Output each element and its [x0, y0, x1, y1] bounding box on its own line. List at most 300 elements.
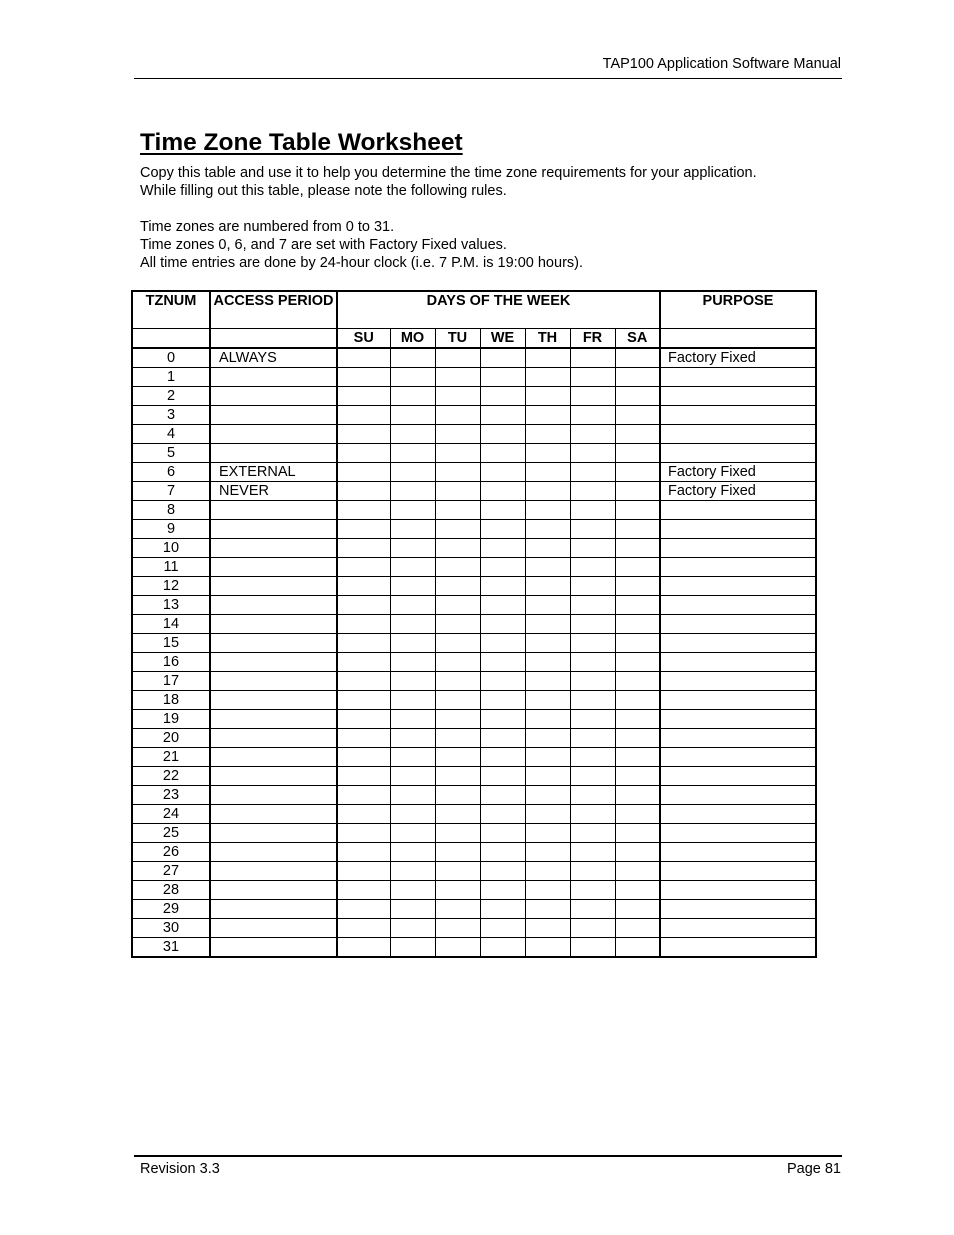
cell-day-mo	[390, 862, 435, 881]
cell-day-fr	[570, 348, 615, 368]
cell-purpose	[660, 425, 816, 444]
intro-line: While filling out this table, please note the following rules.	[140, 183, 507, 199]
cell-day-sa	[615, 520, 660, 539]
cell-day-th	[525, 938, 570, 958]
cell-day-su	[337, 843, 390, 862]
cell-day-sa	[615, 387, 660, 406]
cell-tznum: 11	[132, 558, 210, 577]
cell-day-we	[480, 653, 525, 672]
cell-day-tu	[435, 615, 480, 634]
cell-day-fr	[570, 577, 615, 596]
cell-day-fr	[570, 672, 615, 691]
cell-day-su	[337, 919, 390, 938]
cell-day-sa	[615, 539, 660, 558]
cell-day-fr	[570, 615, 615, 634]
cell-day-sa	[615, 672, 660, 691]
cell-day-mo	[390, 425, 435, 444]
table-row	[132, 577, 816, 596]
cell-day-tu	[435, 843, 480, 862]
cell-tznum: 1	[132, 368, 210, 387]
cell-day-fr	[570, 748, 615, 767]
cell-day-tu	[435, 862, 480, 881]
cell-day-su	[337, 786, 390, 805]
cell-day-tu	[435, 824, 480, 843]
cell-day-fr	[570, 805, 615, 824]
cell-day-we	[480, 672, 525, 691]
table-row	[132, 786, 816, 805]
cell-tznum: 12	[132, 577, 210, 596]
cell-day-we	[480, 862, 525, 881]
cell-day-tu	[435, 938, 480, 958]
cell-day-sa	[615, 748, 660, 767]
cell-day-we	[480, 425, 525, 444]
cell-day-tu	[435, 691, 480, 710]
cell-day-su	[337, 558, 390, 577]
cell-day-mo	[390, 615, 435, 634]
cell-day-th	[525, 767, 570, 786]
cell-day-we	[480, 387, 525, 406]
cell-day-sa	[615, 348, 660, 368]
cell-access-period	[210, 748, 337, 767]
cell-day-th	[525, 805, 570, 824]
cell-day-tu	[435, 501, 480, 520]
table-row	[132, 634, 816, 653]
table-row	[132, 938, 816, 958]
cell-day-th	[525, 824, 570, 843]
cell-day-mo	[390, 387, 435, 406]
table-body	[132, 348, 816, 957]
cell-day-sa	[615, 425, 660, 444]
cell-day-th	[525, 577, 570, 596]
cell-day-mo	[390, 501, 435, 520]
cell-day-sa	[615, 368, 660, 387]
cell-tznum: 31	[132, 938, 210, 958]
cell-day-we	[480, 748, 525, 767]
cell-day-sa	[615, 919, 660, 938]
cell-day-mo	[390, 482, 435, 501]
cell-day-mo	[390, 444, 435, 463]
cell-purpose	[660, 368, 816, 387]
intro-line: Copy this table and use it to help you determine the time zone requirements for your application.	[140, 165, 757, 181]
cell-day-su	[337, 824, 390, 843]
rule-line: Time zones 0, 6, and 7 are set with Factory Fixed values.	[140, 237, 507, 253]
cell-tznum: 13	[132, 596, 210, 615]
cell-day-fr	[570, 881, 615, 900]
cell-day-su	[337, 520, 390, 539]
cell-day-th	[525, 900, 570, 919]
cell-tznum: 22	[132, 767, 210, 786]
table-row	[132, 672, 816, 691]
table-row	[132, 387, 816, 406]
cell-day-fr	[570, 710, 615, 729]
cell-day-we	[480, 501, 525, 520]
cell-day-sa	[615, 938, 660, 958]
cell-day-th	[525, 615, 570, 634]
cell-day-th	[525, 482, 570, 501]
cell-access-period: EXTERNAL	[210, 463, 337, 482]
page-title: Time Zone Table Worksheet	[140, 129, 463, 156]
cell-day-we	[480, 539, 525, 558]
cell-purpose	[660, 444, 816, 463]
cell-day-th	[525, 634, 570, 653]
cell-day-fr	[570, 938, 615, 958]
cell-day-su	[337, 444, 390, 463]
cell-access-period	[210, 919, 337, 938]
cell-tznum: 0	[132, 348, 210, 368]
table-row	[132, 919, 816, 938]
cell-day-sa	[615, 824, 660, 843]
cell-day-mo	[390, 691, 435, 710]
cell-tznum: 28	[132, 881, 210, 900]
cell-day-th	[525, 520, 570, 539]
cell-day-sa	[615, 786, 660, 805]
cell-day-tu	[435, 482, 480, 501]
table-row	[132, 900, 816, 919]
cell-day-th	[525, 862, 570, 881]
cell-day-fr	[570, 596, 615, 615]
table-row	[132, 767, 816, 786]
cell-purpose: Factory Fixed	[660, 348, 816, 368]
cell-day-tu	[435, 748, 480, 767]
cell-access-period	[210, 406, 337, 425]
cell-day-sa	[615, 634, 660, 653]
table-row	[132, 748, 816, 767]
header-tznum-blank	[132, 329, 210, 349]
cell-day-th	[525, 539, 570, 558]
cell-day-th	[525, 843, 570, 862]
cell-day-su	[337, 463, 390, 482]
cell-purpose	[660, 501, 816, 520]
table-row	[132, 805, 816, 824]
cell-day-th	[525, 881, 570, 900]
cell-day-su	[337, 368, 390, 387]
running-header: TAP100 Application Software Manual	[602, 56, 841, 72]
cell-purpose	[660, 520, 816, 539]
cell-day-sa	[615, 444, 660, 463]
cell-tznum: 17	[132, 672, 210, 691]
cell-purpose	[660, 387, 816, 406]
table-row	[132, 653, 816, 672]
cell-day-tu	[435, 672, 480, 691]
cell-day-tu	[435, 900, 480, 919]
cell-day-we	[480, 348, 525, 368]
header-day-mo: MO	[390, 329, 435, 349]
cell-day-sa	[615, 596, 660, 615]
cell-access-period	[210, 444, 337, 463]
cell-tznum: 24	[132, 805, 210, 824]
cell-day-fr	[570, 691, 615, 710]
cell-day-mo	[390, 539, 435, 558]
cell-day-sa	[615, 767, 660, 786]
cell-access-period	[210, 596, 337, 615]
cell-tznum: 10	[132, 539, 210, 558]
cell-access-period	[210, 710, 337, 729]
cell-access-period	[210, 900, 337, 919]
cell-day-th	[525, 444, 570, 463]
cell-day-fr	[570, 501, 615, 520]
cell-access-period	[210, 824, 337, 843]
cell-tznum: 19	[132, 710, 210, 729]
revision-label: Revision 3.3	[140, 1161, 220, 1177]
cell-day-su	[337, 501, 390, 520]
cell-day-mo	[390, 881, 435, 900]
cell-day-mo	[390, 520, 435, 539]
cell-day-mo	[390, 368, 435, 387]
cell-day-su	[337, 729, 390, 748]
table-row	[132, 691, 816, 710]
cell-purpose	[660, 824, 816, 843]
cell-day-fr	[570, 634, 615, 653]
cell-day-su	[337, 348, 390, 368]
cell-tznum: 6	[132, 463, 210, 482]
cell-purpose	[660, 748, 816, 767]
cell-purpose	[660, 767, 816, 786]
cell-day-su	[337, 634, 390, 653]
cell-day-we	[480, 919, 525, 938]
cell-day-sa	[615, 501, 660, 520]
cell-access-period	[210, 653, 337, 672]
cell-purpose	[660, 900, 816, 919]
cell-day-tu	[435, 881, 480, 900]
cell-purpose	[660, 938, 816, 958]
header-purpose-blank	[660, 329, 816, 349]
cell-day-sa	[615, 615, 660, 634]
cell-day-mo	[390, 729, 435, 748]
cell-day-fr	[570, 425, 615, 444]
cell-purpose	[660, 539, 816, 558]
cell-day-tu	[435, 425, 480, 444]
header-day-sa: SA	[615, 329, 660, 349]
cell-day-th	[525, 463, 570, 482]
table-row	[132, 615, 816, 634]
cell-day-sa	[615, 463, 660, 482]
cell-day-fr	[570, 919, 615, 938]
cell-purpose	[660, 919, 816, 938]
cell-day-mo	[390, 938, 435, 958]
cell-day-fr	[570, 463, 615, 482]
cell-day-tu	[435, 786, 480, 805]
cell-purpose: Factory Fixed	[660, 463, 816, 482]
cell-purpose	[660, 843, 816, 862]
cell-access-period	[210, 862, 337, 881]
cell-tznum: 16	[132, 653, 210, 672]
cell-tznum: 3	[132, 406, 210, 425]
cell-day-tu	[435, 577, 480, 596]
cell-day-su	[337, 653, 390, 672]
cell-day-mo	[390, 596, 435, 615]
cell-day-we	[480, 786, 525, 805]
cell-day-we	[480, 767, 525, 786]
cell-day-we	[480, 729, 525, 748]
cell-day-th	[525, 596, 570, 615]
cell-day-sa	[615, 881, 660, 900]
rule-line: Time zones are numbered from 0 to 31.	[140, 219, 395, 235]
cell-day-sa	[615, 843, 660, 862]
table-row	[132, 596, 816, 615]
cell-day-fr	[570, 786, 615, 805]
cell-purpose	[660, 672, 816, 691]
cell-tznum: 7	[132, 482, 210, 501]
cell-access-period: NEVER	[210, 482, 337, 501]
cell-day-we	[480, 596, 525, 615]
cell-day-fr	[570, 767, 615, 786]
cell-purpose	[660, 805, 816, 824]
cell-day-su	[337, 691, 390, 710]
cell-day-su	[337, 387, 390, 406]
cell-purpose	[660, 729, 816, 748]
header-access-period: ACCESS PERIOD	[210, 291, 337, 329]
cell-day-tu	[435, 634, 480, 653]
cell-purpose	[660, 710, 816, 729]
cell-day-sa	[615, 805, 660, 824]
cell-tznum: 4	[132, 425, 210, 444]
cell-day-mo	[390, 824, 435, 843]
table-row	[132, 425, 816, 444]
table-row	[132, 348, 816, 368]
cell-purpose	[660, 558, 816, 577]
cell-access-period	[210, 881, 337, 900]
cell-day-we	[480, 444, 525, 463]
cell-day-mo	[390, 653, 435, 672]
cell-day-mo	[390, 710, 435, 729]
table-row	[132, 368, 816, 387]
cell-tznum: 2	[132, 387, 210, 406]
header-day-fr: FR	[570, 329, 615, 349]
cell-day-th	[525, 710, 570, 729]
cell-access-period	[210, 539, 337, 558]
cell-day-tu	[435, 919, 480, 938]
cell-day-su	[337, 482, 390, 501]
cell-day-sa	[615, 653, 660, 672]
cell-day-tu	[435, 348, 480, 368]
header-tznum: TZNUM	[132, 291, 210, 329]
cell-access-period	[210, 368, 337, 387]
header-day-we: WE	[480, 329, 525, 349]
cell-day-th	[525, 653, 570, 672]
cell-day-su	[337, 539, 390, 558]
cell-day-th	[525, 425, 570, 444]
cell-day-we	[480, 881, 525, 900]
cell-day-we	[480, 406, 525, 425]
time-zone-table	[131, 290, 817, 958]
table-row	[132, 406, 816, 425]
cell-day-we	[480, 615, 525, 634]
cell-access-period	[210, 767, 337, 786]
cell-day-fr	[570, 862, 615, 881]
header-divider	[134, 78, 842, 79]
cell-day-mo	[390, 805, 435, 824]
cell-day-su	[337, 425, 390, 444]
cell-day-fr	[570, 482, 615, 501]
cell-day-su	[337, 900, 390, 919]
cell-access-period	[210, 387, 337, 406]
cell-day-fr	[570, 368, 615, 387]
cell-access-period	[210, 615, 337, 634]
cell-day-we	[480, 520, 525, 539]
cell-day-mo	[390, 786, 435, 805]
table-row	[132, 862, 816, 881]
table-row	[132, 558, 816, 577]
cell-day-sa	[615, 710, 660, 729]
cell-purpose	[660, 577, 816, 596]
cell-day-su	[337, 767, 390, 786]
cell-day-su	[337, 710, 390, 729]
cell-day-su	[337, 615, 390, 634]
cell-day-su	[337, 596, 390, 615]
table-row	[132, 539, 816, 558]
table-row	[132, 881, 816, 900]
cell-day-fr	[570, 539, 615, 558]
cell-purpose	[660, 653, 816, 672]
footer-divider	[134, 1155, 842, 1157]
cell-day-tu	[435, 710, 480, 729]
cell-access-period	[210, 843, 337, 862]
cell-day-we	[480, 843, 525, 862]
header-day-su: SU	[337, 329, 390, 349]
cell-day-tu	[435, 520, 480, 539]
table-row	[132, 520, 816, 539]
table-row	[132, 463, 816, 482]
cell-day-th	[525, 672, 570, 691]
cell-day-fr	[570, 387, 615, 406]
cell-day-mo	[390, 634, 435, 653]
cell-day-we	[480, 634, 525, 653]
cell-day-th	[525, 368, 570, 387]
cell-access-period	[210, 501, 337, 520]
cell-day-we	[480, 691, 525, 710]
cell-day-we	[480, 482, 525, 501]
cell-day-th	[525, 387, 570, 406]
cell-tznum: 8	[132, 501, 210, 520]
cell-day-th	[525, 919, 570, 938]
cell-access-period: ALWAYS	[210, 348, 337, 368]
cell-day-su	[337, 805, 390, 824]
cell-access-period	[210, 691, 337, 710]
cell-tznum: 15	[132, 634, 210, 653]
cell-tznum: 9	[132, 520, 210, 539]
cell-day-mo	[390, 919, 435, 938]
header-access-blank	[210, 329, 337, 349]
cell-day-tu	[435, 444, 480, 463]
cell-day-th	[525, 786, 570, 805]
cell-tznum: 23	[132, 786, 210, 805]
cell-day-tu	[435, 767, 480, 786]
cell-access-period	[210, 672, 337, 691]
cell-day-th	[525, 558, 570, 577]
cell-tznum: 29	[132, 900, 210, 919]
cell-day-sa	[615, 482, 660, 501]
cell-day-su	[337, 577, 390, 596]
cell-day-sa	[615, 900, 660, 919]
cell-day-mo	[390, 843, 435, 862]
cell-purpose	[660, 615, 816, 634]
cell-day-tu	[435, 539, 480, 558]
cell-access-period	[210, 425, 337, 444]
cell-day-sa	[615, 691, 660, 710]
cell-access-period	[210, 577, 337, 596]
table-row	[132, 729, 816, 748]
cell-day-mo	[390, 900, 435, 919]
cell-tznum: 27	[132, 862, 210, 881]
cell-day-mo	[390, 406, 435, 425]
cell-day-we	[480, 577, 525, 596]
cell-tznum: 5	[132, 444, 210, 463]
cell-day-th	[525, 348, 570, 368]
cell-day-fr	[570, 653, 615, 672]
cell-day-su	[337, 862, 390, 881]
header-days-of-week: DAYS OF THE WEEK	[337, 291, 660, 329]
table-row	[132, 501, 816, 520]
